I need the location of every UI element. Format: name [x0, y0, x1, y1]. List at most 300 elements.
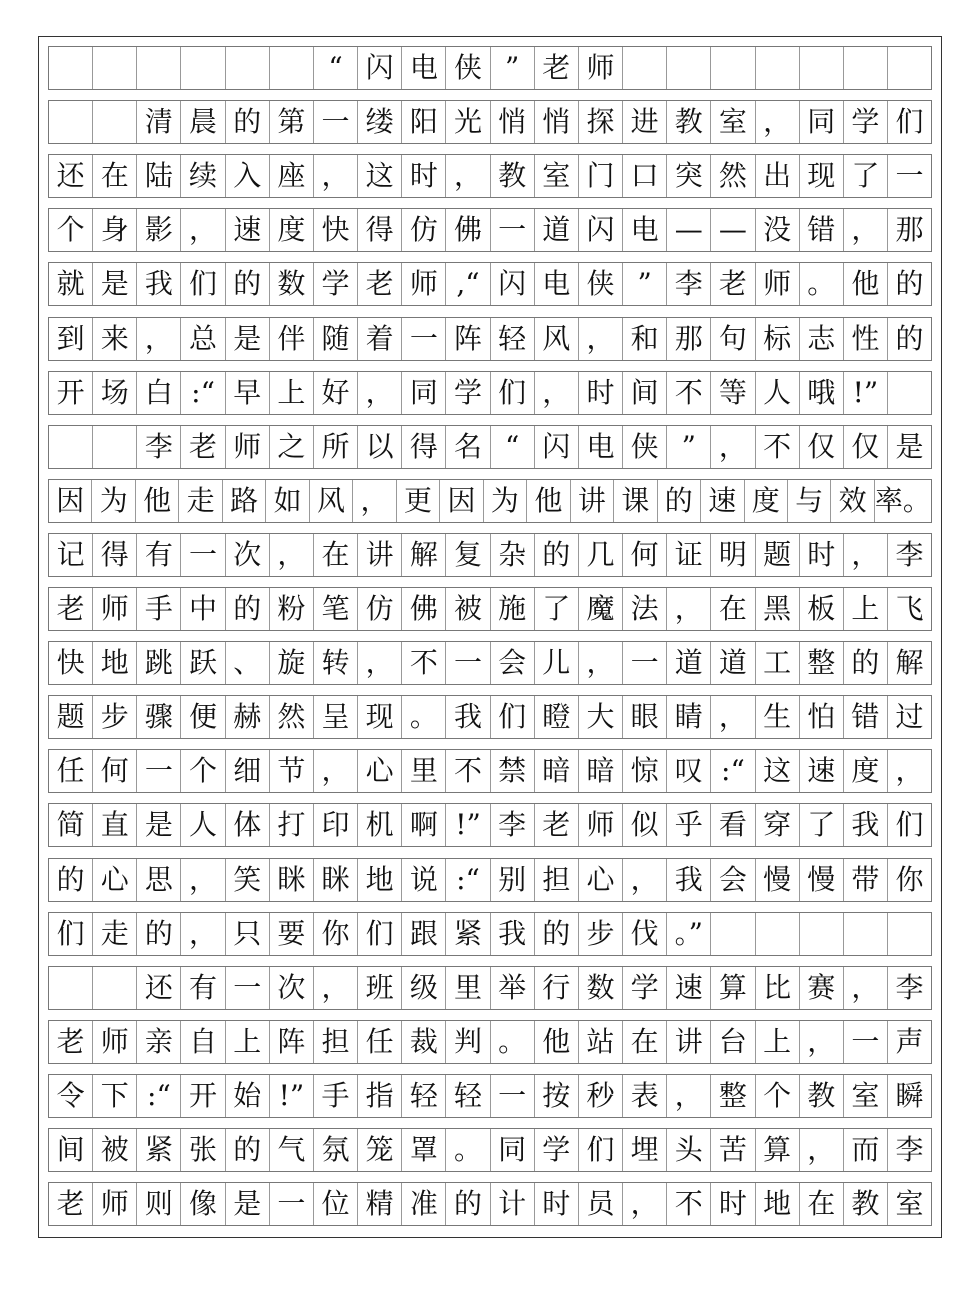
grid-cell: :“: [180, 372, 224, 414]
grid-cell: ，: [622, 1183, 666, 1225]
grid-cell: 现: [357, 696, 401, 738]
grid-cell: 心: [357, 750, 401, 792]
text-row: [48, 100, 932, 144]
grid-cell: 老: [56, 592, 85, 625]
grid-cell: !”: [445, 804, 489, 846]
text-row: [48, 371, 932, 415]
grid-cell: ,“: [445, 263, 489, 305]
grid-cell: 李: [490, 804, 534, 846]
grid-cell: ”: [666, 426, 710, 468]
grid-cell: 电: [622, 209, 666, 251]
grid-cell: 准: [401, 1183, 445, 1225]
grid-cell: 室: [843, 1075, 887, 1117]
grid-cell: !”: [843, 372, 887, 414]
grid-cell: 老: [180, 426, 224, 468]
grid-cell: 跃: [180, 642, 224, 684]
grid-cell: 为: [483, 480, 526, 522]
grid-cell: 闪: [578, 209, 622, 251]
grid-cell: 赛: [799, 967, 843, 1009]
grid-cell: 还: [136, 967, 180, 1009]
grid-cell: 在: [710, 588, 754, 630]
grid-cell: ，: [313, 750, 357, 792]
grid-cell: 们: [490, 372, 534, 414]
grid-cell: ，: [534, 372, 578, 414]
grid-cell: 轻: [490, 318, 534, 360]
grid-cell: 埋: [622, 1129, 666, 1171]
grid-cell: ，: [180, 913, 224, 955]
grid-cell: 李: [887, 1129, 931, 1171]
grid-cell: 何: [92, 750, 136, 792]
grid-cell: 教: [490, 155, 534, 197]
grid-cell: 的: [225, 1129, 269, 1171]
grid-cell: ，: [445, 155, 489, 197]
grid-cell: 有: [180, 967, 224, 1009]
grid-cell: 侠: [445, 47, 489, 89]
grid-cell: !”: [269, 1075, 313, 1117]
grid-cell: 裁: [401, 1021, 445, 1063]
grid-cell: 次: [225, 534, 269, 576]
grid-cell: 不: [666, 1183, 710, 1225]
grid-cell: 的: [534, 913, 578, 955]
grid-cell: 快: [313, 209, 357, 251]
grid-cell: 身: [92, 209, 136, 251]
grid-cell: ，: [622, 859, 666, 901]
grid-cell: 眼: [622, 696, 666, 738]
grid-cell: 声: [887, 1021, 931, 1063]
grid-cell: 个: [180, 750, 224, 792]
text-row: [48, 803, 932, 847]
grid-cell: 判: [445, 1021, 489, 1063]
grid-cell: 得: [357, 209, 401, 251]
grid-cell: 速: [799, 750, 843, 792]
grid-cell: 张: [180, 1129, 224, 1171]
grid-cell: 教: [799, 1075, 843, 1117]
grid-cell: 一: [401, 318, 445, 360]
grid-cell: 闪: [534, 426, 578, 468]
grid-cell: 说: [401, 859, 445, 901]
grid-cell: 间: [622, 372, 666, 414]
grid-cell: 按: [534, 1075, 578, 1117]
grid-cell: [755, 47, 799, 89]
grid-cell: 风: [309, 480, 352, 522]
grid-cell: 节: [269, 750, 313, 792]
grid-cell: 明: [710, 534, 754, 576]
grid-cell: 现: [799, 155, 843, 197]
grid-cell: 是: [92, 263, 136, 305]
grid-cell: 的: [445, 1183, 489, 1225]
grid-cell: [843, 913, 887, 955]
grid-cell: 秒: [578, 1075, 622, 1117]
grid-cell: 教: [843, 1183, 887, 1225]
grid-cell: 魔: [578, 588, 622, 630]
grid-cell: 入: [225, 155, 269, 197]
title-row: [48, 46, 932, 90]
grid-cell: 会: [710, 859, 754, 901]
grid-cell: 心: [578, 859, 622, 901]
grid-cell: 着: [357, 318, 401, 360]
grid-cell: 别: [490, 859, 534, 901]
grid-cell: 李: [136, 426, 180, 468]
grid-cell: 随: [313, 318, 357, 360]
text-row: [48, 1074, 932, 1118]
grid-cell: 一: [490, 1075, 534, 1117]
text-row: [48, 1020, 932, 1064]
grid-cell: 仿: [401, 209, 445, 251]
grid-cell: 生: [755, 696, 799, 738]
grid-cell: 的: [534, 534, 578, 576]
grid-cell: 学: [313, 263, 357, 305]
grid-cell: 们: [357, 913, 401, 955]
grid-cell: 是: [136, 804, 180, 846]
grid-cell: 来: [92, 318, 136, 360]
grid-cell: 志: [799, 318, 843, 360]
grid-cell: 闪: [357, 47, 401, 89]
grid-cell: 突: [666, 155, 710, 197]
grid-cell: 台: [710, 1021, 754, 1063]
grid-cell: 李: [887, 534, 931, 576]
grid-cell: 中: [180, 588, 224, 630]
grid-cell: 不: [666, 372, 710, 414]
grid-cell: [49, 967, 92, 1009]
grid-cell: 时: [401, 155, 445, 197]
grid-cell: 仅: [799, 426, 843, 468]
grid-cell: [92, 426, 136, 468]
grid-cell: 的: [887, 318, 931, 360]
grid-cell: 师: [225, 426, 269, 468]
grid-cell: 个: [56, 213, 85, 247]
grid-cell: 不: [445, 750, 489, 792]
grid-cell: 一: [313, 101, 357, 143]
grid-cell: 速: [225, 209, 269, 251]
grid-cell: 跟: [401, 913, 445, 955]
grid-cell: 的: [843, 642, 887, 684]
grid-cell: [225, 47, 269, 89]
grid-cell: 跳: [136, 642, 180, 684]
grid-cell: 得: [401, 426, 445, 468]
grid-cell: 里: [401, 750, 445, 792]
grid-cell: 解: [887, 642, 931, 684]
grid-cell: 上: [225, 1021, 269, 1063]
grid-cell: 不: [755, 426, 799, 468]
grid-cell: 慢: [755, 859, 799, 901]
grid-cell: 法: [622, 588, 666, 630]
grid-cell: 师: [401, 263, 445, 305]
grid-cell: [666, 47, 710, 89]
grid-cell: 同: [401, 372, 445, 414]
grid-cell: 要: [269, 913, 313, 955]
grid-cell: 那: [666, 318, 710, 360]
grid-cell: 。: [445, 1129, 489, 1171]
grid-cell: ，: [357, 642, 401, 684]
grid-cell: 整: [710, 1075, 754, 1117]
grid-cell: 复: [445, 534, 489, 576]
grid-cell: 仿: [357, 588, 401, 630]
grid-cell: 悄: [490, 101, 534, 143]
grid-cell: 们: [887, 804, 931, 846]
grid-cell: 白: [136, 372, 180, 414]
grid-cell: ，: [578, 642, 622, 684]
grid-cell: 的: [225, 588, 269, 630]
grid-cell: 似: [622, 804, 666, 846]
grid-cell: :“: [136, 1075, 180, 1117]
grid-cell: 阵: [445, 318, 489, 360]
grid-cell: 在: [622, 1021, 666, 1063]
grid-cell: 位: [313, 1183, 357, 1225]
grid-cell: 侠: [622, 426, 666, 468]
grid-cell: 清: [136, 101, 180, 143]
text-row: [48, 262, 932, 306]
grid-cell: 走: [178, 480, 221, 522]
grid-cell: —: [666, 209, 710, 251]
grid-cell: [887, 913, 931, 955]
grid-cell: [799, 913, 843, 955]
grid-cell: ，: [352, 480, 395, 522]
grid-cell: 学: [843, 101, 887, 143]
grid-cell: 算: [710, 967, 754, 1009]
grid-cell: 学: [534, 1129, 578, 1171]
grid-cell: 他: [843, 263, 887, 305]
grid-cell: 上: [755, 1021, 799, 1063]
grid-cell: 为: [91, 480, 134, 522]
grid-cell: 个: [755, 1075, 799, 1117]
grid-cell: 他: [534, 1021, 578, 1063]
text-row: [48, 533, 932, 577]
grid-cell: 大: [578, 696, 622, 738]
grid-cell: 步: [92, 696, 136, 738]
grid-cell: ，: [180, 859, 224, 901]
grid-cell: 电: [534, 263, 578, 305]
grid-cell: 指: [357, 1075, 401, 1117]
grid-cell: 氛: [313, 1129, 357, 1171]
grid-cell: 电: [578, 426, 622, 468]
grid-cell: 担: [534, 859, 578, 901]
grid-cell: 里: [445, 967, 489, 1009]
grid-cell: 电: [401, 47, 445, 89]
grid-cell: 亲: [136, 1021, 180, 1063]
grid-cell: [622, 47, 666, 89]
grid-cell: 印: [313, 804, 357, 846]
grid-cell: 探: [578, 101, 622, 143]
grid-cell: 更: [396, 480, 439, 522]
grid-cell: 师: [92, 588, 136, 630]
grid-cell: 惊: [622, 750, 666, 792]
grid-cell: 。: [799, 263, 843, 305]
grid-cell: 我: [136, 263, 180, 305]
grid-cell: 然: [269, 696, 313, 738]
grid-cell: 所: [313, 426, 357, 468]
grid-cell: 他: [526, 480, 569, 522]
grid-cell: [843, 47, 887, 89]
grid-cell: 室: [887, 1183, 931, 1225]
grid-cell: 室: [710, 101, 754, 143]
grid-cell: 上: [269, 372, 313, 414]
grid-cell: ，: [710, 696, 754, 738]
grid-cell: [49, 47, 92, 89]
grid-cell: 讲: [570, 480, 613, 522]
grid-cell: 教: [666, 101, 710, 143]
grid-cell: 而: [843, 1129, 887, 1171]
grid-cell: 是: [225, 1183, 269, 1225]
grid-cell: 们: [180, 263, 224, 305]
grid-cell: ，: [666, 1075, 710, 1117]
grid-cell: 始: [225, 1075, 269, 1117]
text-row: [48, 317, 932, 361]
grid-cell: 光: [445, 101, 489, 143]
grid-cell: 我: [490, 913, 534, 955]
grid-cell: 道: [666, 642, 710, 684]
grid-cell: 上: [843, 588, 887, 630]
grid-cell: 紧: [136, 1129, 180, 1171]
grid-cell: 精: [357, 1183, 401, 1225]
grid-cell: ，: [666, 588, 710, 630]
grid-cell: 们: [56, 916, 85, 950]
grid-cell: 的: [657, 480, 700, 522]
grid-cell: ，: [887, 750, 931, 792]
grid-cell: 看: [710, 804, 754, 846]
grid-cell: 只: [225, 913, 269, 955]
grid-cell: “: [313, 47, 357, 89]
grid-cell: 进: [622, 101, 666, 143]
grid-cell: [887, 47, 931, 89]
grid-cell: 的: [887, 263, 931, 305]
text-row: [48, 966, 932, 1010]
grid-cell: :“: [445, 859, 489, 901]
grid-cell: 级: [401, 967, 445, 1009]
grid-cell: 们: [578, 1129, 622, 1171]
text-row: [48, 425, 932, 469]
grid-cell: 课: [613, 480, 656, 522]
grid-cell: 场: [92, 372, 136, 414]
grid-cell: 班: [357, 967, 401, 1009]
grid-cell: 学: [445, 372, 489, 414]
grid-cell: 笼: [357, 1129, 401, 1171]
grid-cell: 题: [755, 534, 799, 576]
grid-cell: [92, 47, 136, 89]
grid-cell: 一: [887, 155, 931, 197]
grid-cell: [710, 47, 754, 89]
grid-cell: 在: [313, 534, 357, 576]
grid-cell: 老: [534, 47, 578, 89]
grid-cell: 没: [755, 209, 799, 251]
grid-cell: 在: [92, 155, 136, 197]
grid-cell: 因: [439, 480, 482, 522]
grid-cell: 过: [887, 696, 931, 738]
text-row: [48, 479, 932, 523]
grid-cell: 、: [225, 642, 269, 684]
grid-cell: 座: [269, 155, 313, 197]
grid-cell: 一: [269, 1183, 313, 1225]
grid-cell: 度: [843, 750, 887, 792]
grid-cell: 你: [887, 859, 931, 901]
grid-cell: 时: [578, 372, 622, 414]
grid-cell: 思: [136, 859, 180, 901]
grid-cell: 地: [357, 859, 401, 901]
text-row: [48, 858, 932, 902]
grid-cell: 一: [225, 967, 269, 1009]
grid-cell: ，: [269, 534, 313, 576]
grid-cell: 了: [534, 588, 578, 630]
grid-cell: 被: [445, 588, 489, 630]
grid-cell: 记: [56, 537, 85, 571]
grid-cell: 步: [578, 913, 622, 955]
grid-cell: 被: [92, 1129, 136, 1171]
grid-cell: 缕: [357, 101, 401, 143]
grid-cell: 一: [843, 1021, 887, 1063]
grid-cell: 会: [490, 642, 534, 684]
grid-cell: 心: [92, 859, 136, 901]
grid-cell: 任: [357, 1021, 401, 1063]
grid-cell: ，: [136, 318, 180, 360]
grid-cell: 率。: [874, 480, 931, 522]
grid-cell: ”: [622, 263, 666, 305]
grid-cell: 李: [887, 967, 931, 1009]
grid-cell: ，: [357, 372, 401, 414]
grid-cell: 骤: [136, 696, 180, 738]
grid-cell: 们: [887, 101, 931, 143]
grid-cell: 儿: [534, 642, 578, 684]
grid-cell: 算: [755, 1129, 799, 1171]
grid-cell: 黑: [755, 588, 799, 630]
grid-cell: 好: [313, 372, 357, 414]
grid-cell: 晨: [180, 101, 224, 143]
grid-cell: 第: [269, 101, 313, 143]
grid-cell: 这: [357, 155, 401, 197]
grid-cell: 一: [490, 209, 534, 251]
grid-cell: 旋: [269, 642, 313, 684]
grid-cell: 人: [755, 372, 799, 414]
grid-cell: 效: [830, 480, 873, 522]
grid-cell: “: [490, 426, 534, 468]
grid-cell: ”: [490, 47, 534, 89]
grid-cell: 解: [401, 534, 445, 576]
grid-cell: 罩: [401, 1129, 445, 1171]
grid-cell: 度: [269, 209, 313, 251]
text-row: [48, 695, 932, 739]
grid-cell: 施: [490, 588, 534, 630]
grid-cell: 句: [710, 318, 754, 360]
grid-cell: 道: [710, 642, 754, 684]
grid-cell: 侠: [578, 263, 622, 305]
grid-cell: 任: [56, 754, 85, 788]
grid-cell: ，: [799, 1021, 843, 1063]
grid-cell: 闪: [490, 263, 534, 305]
grid-cell: 之: [269, 426, 313, 468]
grid-cell: 笔: [313, 588, 357, 630]
grid-cell: 呈: [313, 696, 357, 738]
grid-cell: ，: [843, 967, 887, 1009]
grid-cell: 禁: [490, 750, 534, 792]
text-row: [48, 749, 932, 793]
grid-cell: 杂: [490, 534, 534, 576]
grid-cell: ，: [313, 967, 357, 1009]
grid-cell: 工: [755, 642, 799, 684]
grid-cell: 他: [135, 480, 178, 522]
grid-cell: 你: [313, 913, 357, 955]
grid-cell: ，: [313, 155, 357, 197]
grid-cell: 员: [578, 1183, 622, 1225]
grid-cell: 头: [666, 1129, 710, 1171]
grid-cell: 门: [578, 155, 622, 197]
grid-cell: 影: [136, 209, 180, 251]
grid-cell: 便: [180, 696, 224, 738]
grid-cell: 时: [534, 1183, 578, 1225]
grid-cell: 我: [666, 859, 710, 901]
grid-cell: 笑: [225, 859, 269, 901]
text-row: [48, 154, 932, 198]
grid-cell: 啊: [401, 804, 445, 846]
grid-cell: 讲: [357, 534, 401, 576]
grid-cell: 们: [490, 696, 534, 738]
